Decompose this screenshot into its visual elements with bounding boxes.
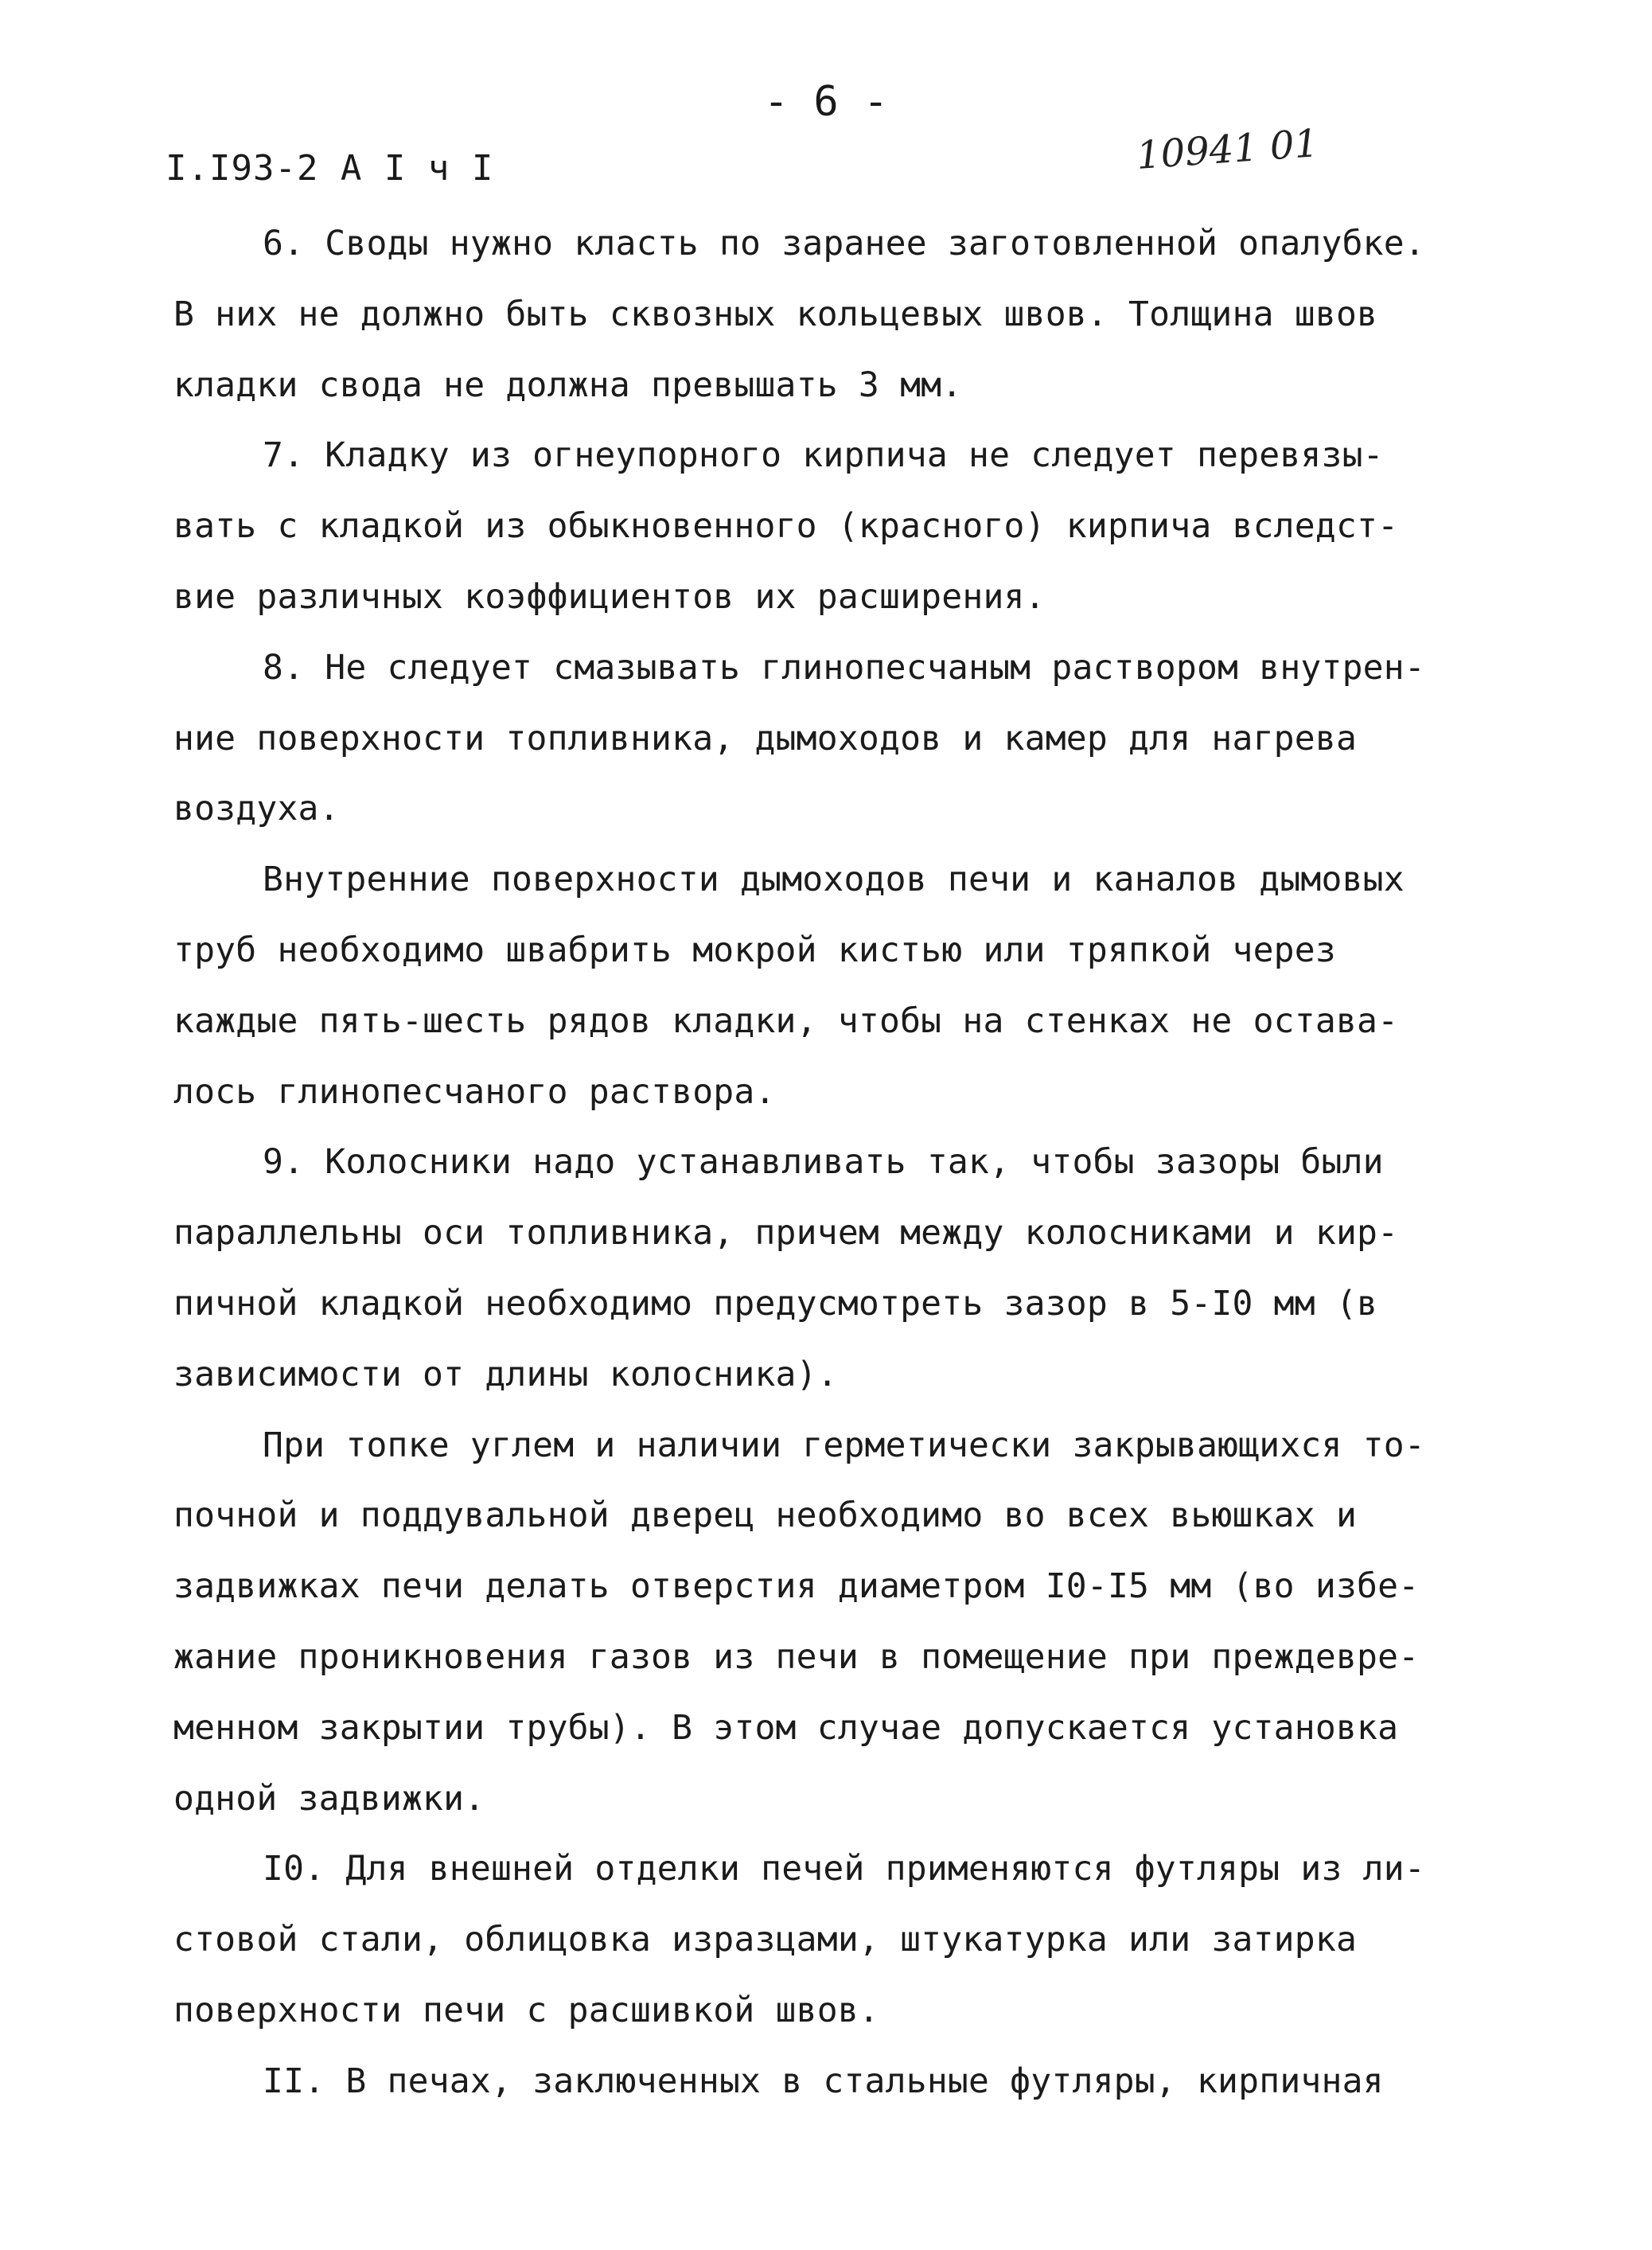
page-number: - 6 - — [763, 78, 889, 126]
text-line: зависимости от длины колосника). — [173, 1354, 838, 1394]
text-line: 6. Своды нужно класть по заранее заготовленной опалубке. — [263, 224, 1425, 263]
text-line: 7. Кладку из огнеупорного кирпича не следует перевязы- — [263, 435, 1384, 476]
text-line: Внутренние поверхности дымоходов печи и каналов дымовых — [263, 860, 1405, 900]
text-line: 8. Не следует смазывать глинопесчаным раствором внутрен- — [263, 647, 1425, 688]
text-line: стовой стали, облицовка изразцами, штукатурка или затирка — [173, 1920, 1358, 1960]
text-line: кладки свода не должна превышать 3 мм. — [173, 365, 963, 405]
text-line: каждые пять-шесть рядов кладки, чтобы на стенках не остава- — [173, 1000, 1399, 1041]
text-line: лось глинопесчаного раствора. — [173, 1071, 776, 1112]
body-text — [173, 209, 1479, 2117]
text-line: менном закрытии трубы). В этом случае допускается установка — [173, 1707, 1399, 1748]
text-line: жание проникновения газов из печи в помещение при преждевре- — [173, 1636, 1420, 1677]
text-line: воздуха. — [173, 789, 340, 829]
handwritten-inventory-number: 10941 01 — [1135, 121, 1320, 178]
text-line: II. В печах, заключенных в стальные футляры, кирпичная — [263, 2061, 1384, 2101]
text-line: почной и поддувальной дверец необходимо во всех вьюшках и — [173, 1495, 1358, 1536]
text-line: задвижках печи делать отверстия диаметром I0-I5 мм (во избе- — [173, 1566, 1420, 1607]
text-line: одной задвижки. — [173, 1778, 485, 1819]
text-line: В них не должно быть сквозных кольцевых швов. Толщина швов — [173, 294, 1378, 334]
text-line: I0. Для внешней отделки печей применяются футляры из ли- — [263, 1849, 1425, 1889]
text-line: вие различных коэффициентов их расширения. — [173, 576, 1046, 617]
text-line: поверхности печи с расшивкой швов. — [173, 1990, 879, 2030]
text-line: При топке углем и наличии герметически закрывающихся то- — [263, 1425, 1425, 1465]
text-line: труб необходимо швабрить мокрой кистью или тряпкой через — [173, 930, 1336, 970]
text-line: пичной кладкой необходимо предусмотреть зазор в 5-I0 мм (в — [173, 1283, 1378, 1324]
document-code: I.I93-2 A I ч I — [166, 148, 494, 189]
text-line: параллельны оси топливника, причем между колосниками и кир- — [173, 1213, 1399, 1254]
text-line: ние поверхности топливника, дымоходов и камер для нагрева — [173, 718, 1358, 758]
text-line: 9. Колосники надо устанавливать так, чтобы зазоры были — [263, 1142, 1384, 1183]
text-line: вать с кладкой из обыкновенного (красного) кирпича вследст- — [173, 506, 1399, 547]
